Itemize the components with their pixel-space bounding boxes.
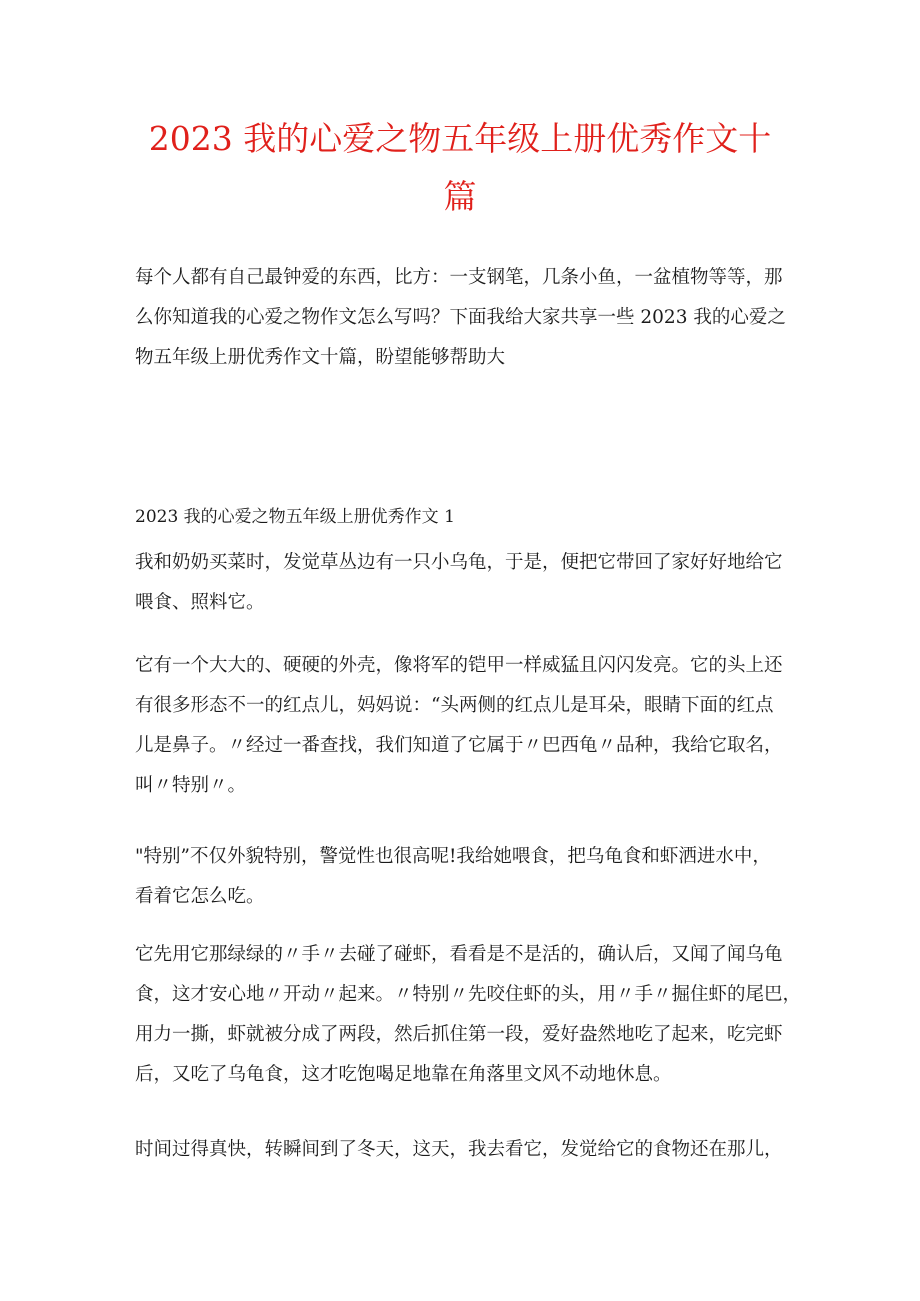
body-line: 它有一个大大的、硬硬的外壳，像将军的铠甲一样威猛且闪闪发亮。它的头上还: [135, 655, 783, 676]
body-line: "特别”不仅外貌特别，警觉性也很高呢!我给她喂食，把乌龟食和虾洒进水中，: [135, 846, 771, 867]
body-line: 有很多形态不一的红点儿，妈妈说：“头两侧的红点儿是耳朵，眼睛下面的红点: [135, 695, 774, 716]
body-line: 看着它怎么吃。: [135, 886, 265, 907]
intro-paragraph: [135, 258, 795, 378]
body-line: 食，这才安心地〃开动〃起来。〃特别〃先咬住虾的头，用〃手〃掘住虾的尾巴，: [135, 984, 802, 1005]
section-title: 2023 我的心爱之物五年级上册优秀作文 1: [135, 507, 455, 527]
intro-line: 每个人都有自己最钟爱的东西，比方：一支钢笔，几条小鱼，一盆植物等等，那: [135, 267, 783, 288]
body-line: 叫〃特别〃。: [135, 775, 247, 796]
body-line: 它先用它那绿绿的〃手〃去碰了碰虾，看看是不是活的，确认后，又闻了闻乌龟: [135, 944, 783, 965]
body-line: 后，又吃了乌龟食，这才吃饱喝足地靠在角落里文风不动地休息。: [135, 1064, 672, 1085]
body-line: 儿是鼻子。〃经过一番查找，我们知道了它属于〃巴西龟〃品种，我给它取名，: [135, 735, 783, 756]
intro-line: 么你知道我的心爱之物作文怎么写吗？下面我给大家共享一些 2023 我的心爱之: [135, 307, 786, 328]
body-line: 喂食、照料它。: [135, 592, 265, 613]
body-line: 用力一撕，虾就被分成了两段，然后抓住第一段，爱好盎然地吃了起来，吃完虾: [135, 1024, 783, 1045]
body-paragraph-2: [135, 646, 795, 806]
document-title-line-2: 篇: [443, 177, 477, 216]
document-title-line-1: 2023 我的心爱之物五年级上册优秀作文十: [148, 119, 772, 158]
body-paragraph-3: [135, 837, 795, 917]
body-paragraph-1: [135, 543, 795, 623]
body-paragraph-4: [135, 935, 802, 1095]
intro-line: 物五年级上册优秀作文十篇，盼望能够帮助大: [135, 347, 506, 368]
body-paragraph-5: [135, 1130, 795, 1170]
body-line: 我和奶奶买菜时，发觉草丛边有一只小乌龟，于是，便把它带回了家好好地给它: [135, 552, 783, 573]
body-line: 时间过得真快，转瞬间到了冬天，这天，我去看它，发觉给它的食物还在那儿，: [135, 1139, 783, 1160]
document-title: [120, 110, 800, 226]
